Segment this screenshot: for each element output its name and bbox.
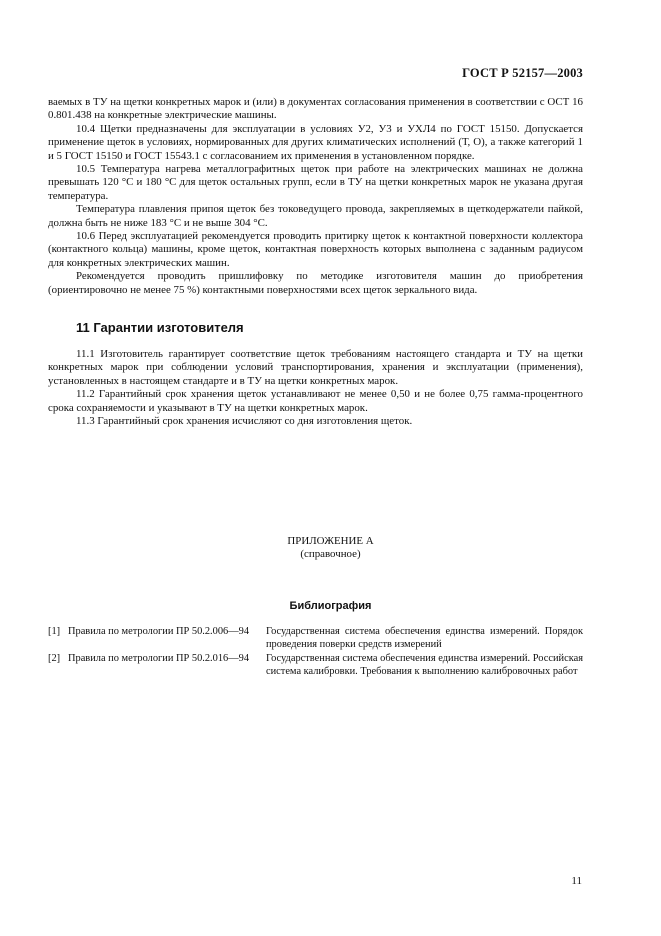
annex-label: ПРИЛОЖЕНИЕ А <box>287 535 374 547</box>
page-number: 11 <box>571 875 582 887</box>
bibliography-item-reference: Правила по метрологии ПР 50.2.016—94 <box>68 653 250 665</box>
bibliography-item-description: Государственная система обеспечения единства измерений. Российская система калибровки. Требования к выполнению калибровочных работ <box>266 653 583 677</box>
paragraph-11-1: 11.1 Изготовитель гарантирует соответствие щеток требованиям настоящего стандарта и ТУ на щетки конкретных марок при соблюдении условий транспортирования, хранения и эксплуатации (применения), установленных в настоящем стандарте и в ТУ на щетки конкретных марок. <box>48 348 583 387</box>
annex-note: (справочное) <box>300 548 361 560</box>
bibliography-item-number: [2] <box>48 653 61 665</box>
bibliography-item <box>48 626 583 651</box>
paragraph-11-2: 11.2 Гарантийный срок хранения щеток устанавливают не менее 0,50 и не более 0,75 гамма-процентного срока сохраняемости и указывают в ТУ на щетки конкретных марок. <box>48 388 583 414</box>
paragraph-10-6: 10.6 Перед эксплуатацией рекомендуется проводить притирку щеток к контактной поверхности коллектора (контактного кольца) машины, кроме щеток, контактная поверхность которых выполнена с заданным радиусом для конкретных электрических машин. <box>48 230 583 269</box>
bibliography-item-description: Государственная система обеспечения единства измерений. Порядок проведения поверки средств измерений <box>266 626 583 650</box>
bibliography-item-number: [1] <box>48 626 61 637</box>
document-code: ГОСТ Р 52157—2003 <box>462 66 583 80</box>
bibliography-title: Библиография <box>289 600 372 612</box>
paragraph-11-3: 11.3 Гарантийный срок хранения исчисляют со дня изготовления щеток. <box>76 415 413 428</box>
paragraph-10-4: 10.4 Щетки предназначены для эксплуатации в условиях У2, У3 и УХЛ4 по ГОСТ 15150. Допускается применение щеток в условиях, нормированных для других климатических исполнений (Т, О), а также категорий 1 и 5 ГОСТ 15150 и ГОСТ 15543.1 с согласованием их применения в установленном порядке. <box>48 122 583 162</box>
bibliography-list <box>48 626 583 680</box>
paragraph-continuation: ваемых в ТУ на щетки конкретных марок и (или) в документах согласования применения в соответствии с ОСТ 16 0.801.438 на конкретные электрические машины. <box>48 96 583 122</box>
body-text <box>48 96 583 297</box>
paragraph-10-5: 10.5 Температура нагрева металлографитных щеток при работе на электрических машинах не должна превышать 120 °С и 180 °С для щеток остальных групп, если в ТУ на щетки конкретных марок не указана другая температура. <box>48 163 583 202</box>
paragraph-grinding: Рекомендуется проводить пришлифовку по методике изготовителя машин до приобретения (ориентировочно не менее 75 %) контактными поверхностями всех щеток зеркального вида. <box>48 270 583 296</box>
bibliography-item-reference: Правила по метрологии ПР 50.2.006—94 <box>68 626 250 637</box>
section-11-title: 11 Гарантии изготовителя <box>76 320 244 335</box>
paragraph-solder-temperature: Температура плавления припоя щеток без токоведущего провода, закрепляемых в щеткодержатели пайкой, должна быть не ниже 183 °С и не выше 304 °С. <box>48 203 583 229</box>
section-11-body <box>48 348 583 428</box>
bibliography-item <box>48 653 583 678</box>
